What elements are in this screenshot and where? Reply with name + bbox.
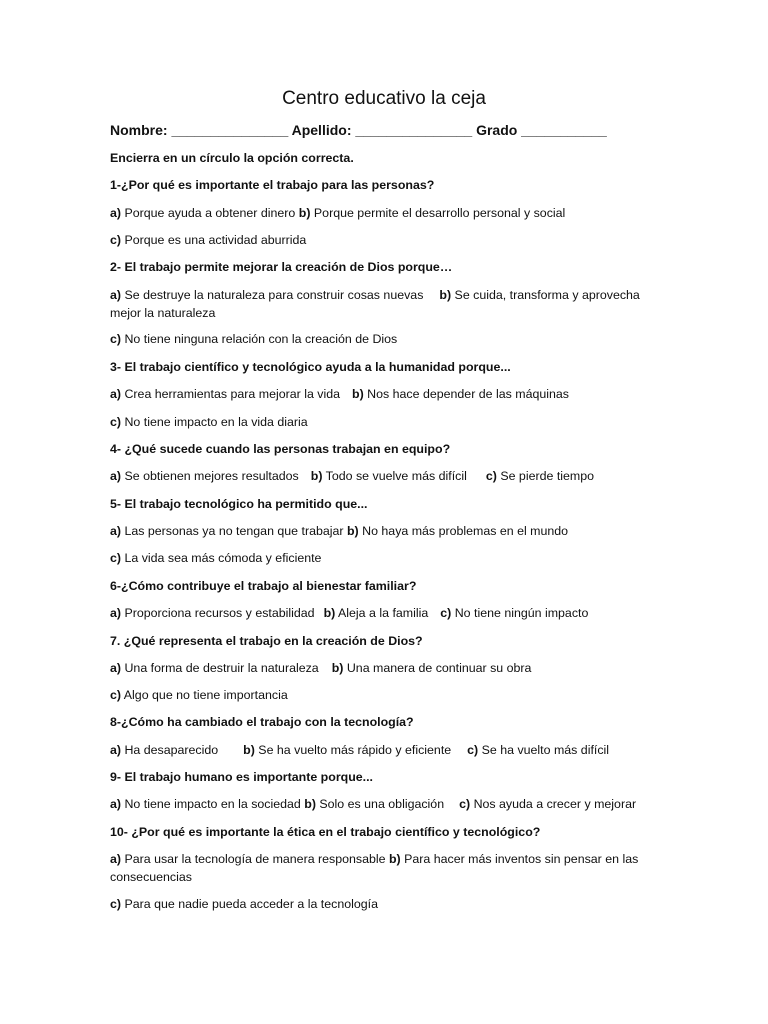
q5-options-ab (110, 523, 568, 541)
q4-a-label: a) (110, 469, 122, 483)
page-title: Centro educativo la ceja (282, 88, 486, 109)
q6-b-text: Aleja a la familia (335, 606, 429, 620)
q6-options (110, 605, 588, 623)
q2-b-label: b) (439, 288, 452, 302)
q2-options-ab (110, 287, 670, 322)
question-7: 7. ¿Qué representa el trabajo en la creación de Dios? (110, 634, 423, 648)
q7-c-label: c) (110, 688, 122, 702)
q7-a-text: Una forma de destruir la naturaleza (121, 661, 319, 675)
q3-a-label: a) (110, 387, 122, 401)
q2-c-text: No tiene ninguna relación con la creación de Dios (121, 332, 398, 346)
q1-b-text: Porque permite el desarrollo personal y social (310, 206, 566, 220)
q7-options-ab (110, 660, 531, 678)
q7-b-text: Una manera de continuar su obra (343, 661, 532, 675)
q9-options (110, 796, 636, 814)
question-10: 10- ¿Por qué es importante la ética en el trabajo científico y tecnológico? (110, 825, 541, 839)
q9-b-label: b) (304, 797, 316, 811)
q5-b-text: No haya más problemas en el mundo (358, 524, 569, 538)
q5-a-label: a) (110, 524, 122, 538)
q7-b-label: b) (331, 661, 344, 675)
q4-options (110, 468, 594, 486)
q8-c-text: Se ha vuelto más difícil (478, 743, 610, 757)
q6-b-label: b) (323, 606, 336, 620)
q6-c-label: c) (440, 606, 452, 620)
q1-options-ab (110, 205, 565, 223)
q4-b-label: b) (310, 469, 323, 483)
instruction: Encierra en un círculo la opción correcta. (110, 151, 354, 165)
q5-c-label: c) (110, 551, 122, 565)
q5-b-label: b) (346, 524, 359, 538)
q8-a-text: Ha desaparecido (121, 743, 219, 757)
q1-c-label: c) (110, 233, 122, 247)
q10-c-label: c) (110, 897, 122, 911)
q4-b-text: Todo se vuelve más difícil (322, 469, 467, 483)
q3-option-c (110, 414, 308, 432)
question-4: 4- ¿Qué sucede cuando las personas trabajan en equipo? (110, 442, 451, 456)
q10-b-label: b) (388, 852, 401, 866)
q6-a-text: Proporciona recursos y estabilidad (121, 606, 315, 620)
question-8: 8-¿Cómo ha cambiado el trabajo con la tecnología? (110, 715, 414, 729)
q10-c-text: Para que nadie pueda acceder a la tecnología (121, 897, 378, 911)
q9-c-label: c) (459, 797, 471, 811)
q1-c-text: Porque es una actividad aburrida (121, 233, 307, 247)
q7-a-label: a) (110, 661, 122, 675)
q3-c-label: c) (110, 415, 122, 429)
q2-b-text: Se cuida, transforma y aprovecha mejor la naturaleza (110, 288, 640, 320)
q8-options (110, 742, 609, 760)
question-9: 9- El trabajo humano es importante porque... (110, 770, 373, 784)
q2-a-label: a) (110, 288, 122, 302)
q3-b-label: b) (352, 387, 364, 401)
q8-b-label: b) (243, 743, 255, 757)
q1-a-text: Porque ayuda a obtener dinero (121, 206, 299, 220)
q10-a-label: a) (110, 852, 122, 866)
q4-a-text: Se obtienen mejores resultados (121, 469, 299, 483)
q6-c-text: No tiene ningún impacto (451, 606, 589, 620)
q10-options-ab (110, 851, 670, 886)
student-info-line: Nombre: _______________ Apellido: _______________ Grado ___________ (110, 122, 607, 138)
q3-options-ab (110, 386, 569, 404)
q7-c-text: Algo que no tiene importancia (121, 688, 288, 702)
q7-option-c (110, 687, 288, 705)
question-6: 6-¿Cómo contribuye el trabajo al bienestar familiar? (110, 579, 417, 593)
q1-option-c (110, 232, 306, 250)
q1-b-label: b) (298, 206, 311, 220)
q3-c-text: No tiene impacto en la vida diaria (121, 415, 308, 429)
q5-a-text: Las personas ya no tengan que trabajar (121, 524, 347, 538)
q9-a-label: a) (110, 797, 122, 811)
q2-c-label: c) (110, 332, 122, 346)
q4-c-label: c) (485, 469, 497, 483)
q10-b-text: Para hacer más inventos sin pensar en las consecuencias (110, 852, 639, 884)
question-5: 5- El trabajo tecnológico ha permitido que... (110, 497, 368, 511)
q3-b-text: Nos hace depender de las máquinas (363, 387, 570, 401)
q10-option-c (110, 896, 378, 914)
question-3: 3- El trabajo científico y tecnológico ayuda a la humanidad porque... (110, 360, 511, 374)
q6-a-label: a) (110, 606, 122, 620)
question-1: 1-¿Por qué es importante el trabajo para las personas? (110, 178, 435, 192)
q8-c-label: c) (467, 743, 479, 757)
q8-b-text: Se ha vuelto más rápido y eficiente (254, 743, 452, 757)
q2-option-c (110, 331, 397, 349)
q9-c-text: Nos ayuda a crecer y mejorar (470, 797, 637, 811)
q5-option-c (110, 550, 321, 568)
q4-c-text: Se pierde tiempo (496, 469, 595, 483)
q8-a-label: a) (110, 743, 122, 757)
q5-c-text: La vida sea más cómoda y eficiente (121, 551, 322, 565)
q2-a-text: Se destruye la naturaleza para construir cosas nuevas (121, 288, 424, 302)
question-2: 2- El trabajo permite mejorar la creación de Dios porque… (110, 260, 453, 274)
q10-a-text: Para usar la tecnología de manera responsable (121, 852, 389, 866)
q9-b-text: Solo es una obligación (315, 797, 445, 811)
q9-a-text: No tiene impacto en la sociedad (121, 797, 305, 811)
q3-a-text: Crea herramientas para mejorar la vida (121, 387, 341, 401)
q1-a-label: a) (110, 206, 122, 220)
